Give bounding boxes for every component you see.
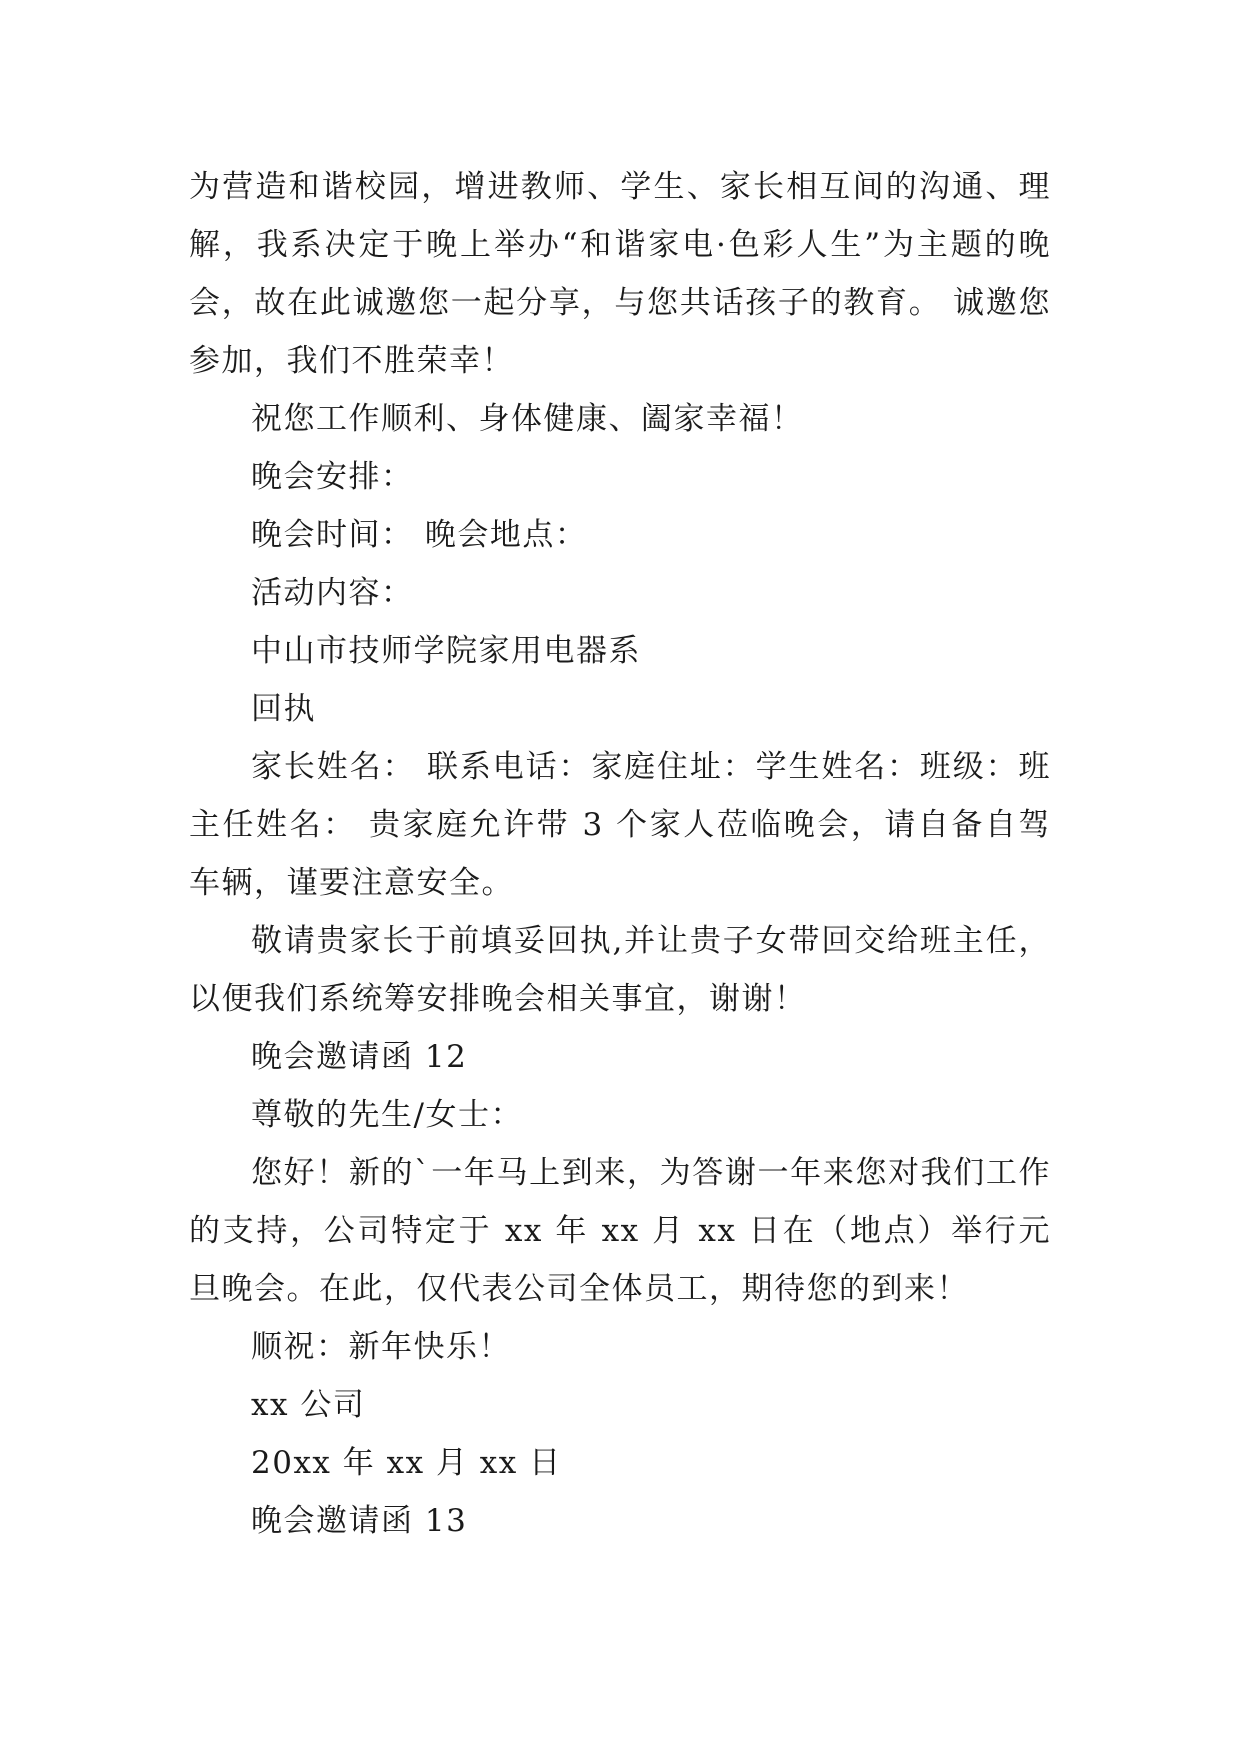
paragraph-arrangement-heading: 晚会安排： bbox=[251, 459, 414, 495]
paragraph-intro: 为营造和谐校园，增进教师、学生、家长相互间的沟通、理解，我系决定于晚上举办“和谐家电·色彩人生”为主题的晚会，故在此诚邀您一起分享，与您共话孩子的教育。 诚邀您参加，我们不胜荣幸！ bbox=[189, 169, 1051, 379]
paragraph-wishes: 祝您工作顺利、身体健康、阖家幸福！ bbox=[251, 401, 804, 437]
paragraph-signature-date: 20xx 年 xx 月 xx 日 bbox=[251, 1445, 562, 1481]
paragraph-activity-content: 活动内容： bbox=[251, 575, 414, 611]
paragraph-time-location: 晚会时间： 晚会地点： bbox=[251, 517, 588, 553]
paragraph-invitation-body: 您好！新的`一年马上到来，为答谢一年来您对我们工作的支持，公司特定于 xx 年 xx 月 xx 日在（地点）举行元旦晚会。在此，仅代表公司全体员工，期待您的到来！ bbox=[189, 1155, 1051, 1307]
paragraph-signature-company: xx 公司 bbox=[251, 1387, 366, 1423]
paragraph-organizer: 中山市技师学院家用电器系 bbox=[251, 633, 641, 669]
section-title-12: 晚会邀请函 12 bbox=[251, 1039, 468, 1075]
paragraph-receipt-request: 敬请贵家长于前填妥回执,并让贵子女带回交给班主任，以便我们系统筹安排晚会相关事宜，谢谢！ bbox=[189, 923, 1051, 1017]
section-title-13: 晚会邀请函 13 bbox=[251, 1503, 468, 1539]
paragraph-closing-wishes: 顺祝：新年快乐！ bbox=[251, 1329, 511, 1365]
document-body bbox=[189, 158, 1051, 1550]
paragraph-receipt-heading: 回执 bbox=[251, 691, 316, 727]
paragraph-receipt-fields: 家长姓名： 联系电话：家庭住址：学生姓名：班级：班主任姓名： 贵家庭允许带 3 个家人莅临晚会，请自备自驾车辆，谨要注意安全。 bbox=[189, 749, 1051, 901]
paragraph-salutation: 尊敬的先生/女士： bbox=[251, 1097, 523, 1133]
